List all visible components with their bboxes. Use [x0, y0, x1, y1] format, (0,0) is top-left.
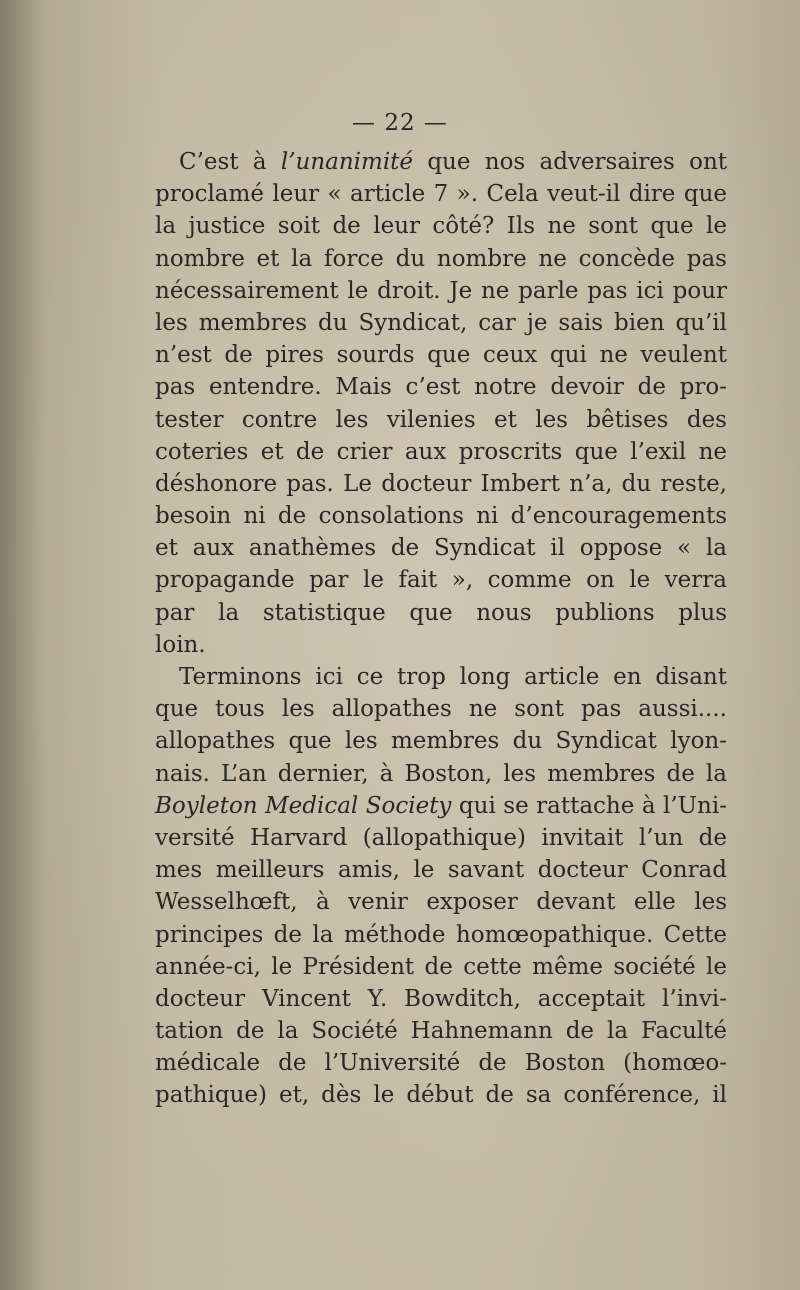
text-run: nombre et la force du nombre ne concède pas	[155, 245, 727, 272]
text-run: docteur Vincent Y. Bowditch, acceptait l’invi-	[155, 985, 727, 1012]
text-run: Terminons ici ce trop long article en disant	[179, 664, 727, 690]
text-line	[155, 822, 727, 854]
text-run: par la statistique que nous publions plus	[155, 599, 727, 626]
text-line	[155, 951, 727, 983]
text-line	[155, 178, 727, 210]
page-number: — 22 —	[352, 110, 448, 136]
text-run: nais. L’an dernier, à Boston, les membres de la	[155, 760, 727, 787]
text-line	[155, 146, 727, 178]
text-run: proclamé leur « article 7 ». Cela veut-il dire que	[155, 181, 727, 208]
text-line	[155, 758, 727, 790]
text-line	[155, 597, 727, 629]
text-run: nécessairement le droit. Je ne parle pas ici pour	[155, 277, 727, 304]
text-line	[155, 468, 727, 500]
text-line	[155, 1079, 727, 1111]
text-line	[155, 1047, 727, 1079]
text-run: mes meilleurs amis, le savant docteur Conrad	[155, 857, 727, 884]
text-run: allopathes que les membres du Syndicat lyon-	[155, 728, 727, 755]
text-line	[155, 629, 727, 661]
text-line	[155, 371, 727, 403]
text-line	[155, 307, 727, 339]
text-run: versité Harvard (allopathique) invitait l’un de	[155, 824, 727, 851]
text-line	[155, 1015, 727, 1047]
text-line	[155, 790, 727, 822]
text-run-after: qui se rattache à l’Uni-	[451, 792, 727, 819]
text-run: la justice soit de leur côté? Ils ne sont que le	[155, 213, 727, 240]
text-line	[155, 243, 727, 275]
text-line	[155, 983, 727, 1015]
text-run: Wesselhœft, à venir exposer devant elle les	[155, 889, 727, 916]
text-run: médicale de l’Université de Boston (homœo-	[155, 1050, 727, 1077]
text-run: pas entendre. Mais c’est notre devoir de pro-	[155, 374, 727, 401]
text-line	[155, 854, 727, 886]
text-run: que tous les allopathes ne sont pas aussi....	[155, 696, 727, 723]
text-run: C’est à	[179, 149, 281, 175]
text-line	[155, 500, 727, 532]
text-line	[155, 693, 727, 725]
text-line	[155, 661, 727, 693]
text-line	[155, 725, 727, 757]
text-run: loin.	[155, 631, 206, 658]
text-run: année-ci, le Président de cette même société le	[155, 953, 727, 980]
text-run: les membres du Syndicat, car je sais bien qu’il	[155, 309, 727, 336]
text-line	[155, 436, 727, 468]
text-line	[155, 210, 727, 242]
text-run: et aux anathèmes de Syndicat il oppose « la	[155, 535, 727, 562]
text-line	[155, 886, 727, 918]
text-line	[155, 404, 727, 436]
text-run: tester contre les vilenies et les bêtises des	[155, 406, 727, 433]
text-line	[155, 339, 727, 371]
italic-text-run: l’unanimité	[280, 149, 414, 175]
text-run: principes de la méthode homœopathique. Cette	[155, 921, 727, 948]
text-run: coteries et de crier aux proscrits que l’exil ne	[155, 438, 727, 465]
text-run: déshonore pas. Le docteur Imbert n’a, du reste,	[155, 470, 727, 497]
text-run: n’est de pires sourds que ceux qui ne veulent	[155, 342, 727, 369]
text-line	[155, 564, 727, 596]
text-run: besoin ni de consolations ni d’encouragements	[155, 503, 727, 530]
text-line	[155, 275, 727, 307]
body-text	[155, 146, 727, 1112]
text-run-after: que nos adversaires ont	[413, 149, 727, 175]
text-run: propagande par le fait », comme on le verra	[155, 567, 727, 594]
text-line	[155, 532, 727, 564]
italic-text-run: Boyleton Medical Society	[155, 792, 452, 819]
text-run: tation de la Société Hahnemann de la Faculté	[155, 1018, 727, 1045]
text-line	[155, 919, 727, 951]
text-run: pathique) et, dès le début de sa conférence, il	[155, 1082, 727, 1109]
